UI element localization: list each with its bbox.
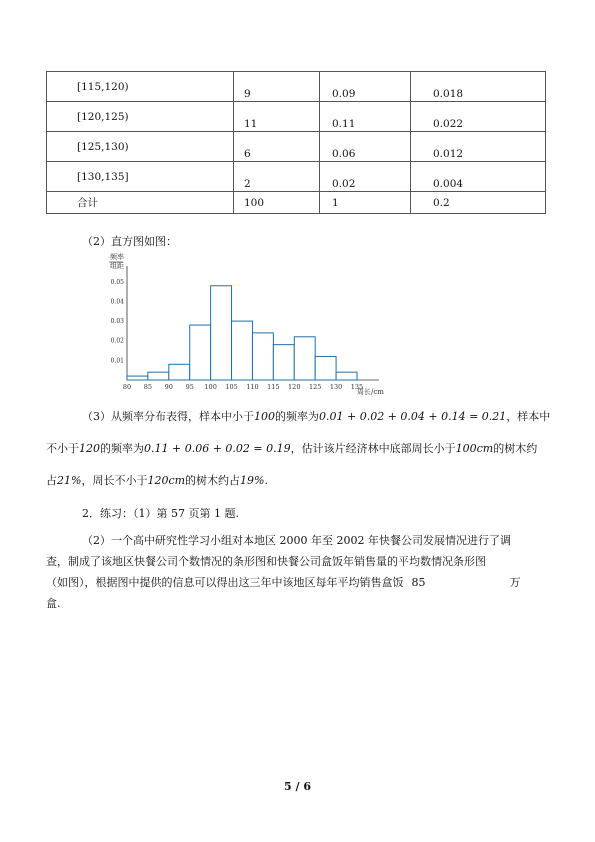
total-label-cell: 合计: [47, 192, 234, 214]
p3-text: 不小于: [46, 442, 79, 455]
x-tick-label: 125: [308, 383, 322, 391]
y-tick-label: 0.05: [110, 278, 124, 286]
interval-cell: [130,135]: [47, 162, 234, 192]
histogram-intro: （2）直方图如图：: [82, 235, 177, 248]
paragraph-3-line-2: [46, 440, 537, 456]
histogram-bar: [211, 286, 232, 380]
total-density-cell: 0.2: [411, 192, 546, 214]
density-cell: 0.018: [411, 72, 546, 102]
x-tick-label: 105: [225, 383, 238, 391]
x-tick-label: 135: [350, 383, 364, 391]
p3-text: .: [264, 474, 268, 487]
total-count-cell: 100: [234, 192, 320, 214]
histogram-y-label-bottom: 组距: [110, 262, 124, 270]
p3-text: 的频率为: [275, 410, 319, 423]
p3-text: ，样本中: [506, 410, 551, 423]
histogram-bar: [336, 372, 357, 380]
histogram-bar: [127, 376, 148, 380]
x-tick-label: 130: [329, 383, 343, 391]
histogram-x-ticks: [123, 383, 363, 391]
p3-number: 100cm: [455, 442, 494, 455]
histogram-x-label: 周长/cm: [357, 388, 384, 396]
paragraph-3-line-3: [46, 472, 268, 488]
x-tick-label: 100: [204, 383, 217, 391]
histogram-bar: [169, 364, 190, 380]
exercise-text: （如图），根据图中提供的信息可以得出这三年中该地区每年平均销售盒饭: [46, 576, 404, 589]
p3-percent: 19%: [240, 474, 265, 487]
x-tick-label: 90: [164, 383, 173, 391]
x-tick-label: 120: [288, 383, 301, 391]
y-tick-label: 0.03: [110, 318, 124, 326]
table-row: [47, 162, 546, 192]
histogram-bar: [273, 345, 294, 380]
p3-number: 120: [79, 442, 100, 455]
x-tick-label: 80: [122, 383, 132, 391]
y-tick-label: 0.02: [110, 337, 124, 345]
histogram-chart: [100, 252, 400, 397]
interval-cell: [125,130): [47, 132, 234, 162]
p3-number: 100: [254, 410, 275, 423]
table-total-row: [47, 192, 546, 214]
frequency-cell: 0.06: [320, 132, 411, 162]
histogram-bar: [294, 337, 315, 380]
p3-number: 120cm: [147, 474, 186, 487]
p3-text: ，周长不小于: [81, 474, 148, 487]
p3-text: 的树木约: [493, 442, 538, 455]
exercise-2-line-4: 盒.: [46, 597, 61, 610]
density-cell: 0.012: [411, 132, 546, 162]
p3-text: 的频率为: [100, 442, 144, 455]
histogram-bar: [148, 372, 169, 380]
total-frequency-cell: 1: [320, 192, 411, 214]
p3-expression: 0.11 + 0.06 + 0.02 = 0.19: [144, 442, 291, 455]
exercise-answer: 85: [411, 576, 426, 589]
table-row: [47, 72, 546, 102]
count-cell: 11: [234, 102, 320, 132]
frequency-table: [46, 71, 546, 214]
interval-cell: [115,120): [47, 72, 234, 102]
frequency-cell: 0.02: [320, 162, 411, 192]
histogram-y-label-top: 频率: [110, 253, 124, 261]
exercise-2-line-1: （2）一个高中研究性学习小组对本地区 2000 年至 2002 年快餐公司发展情况进行了调: [82, 534, 511, 547]
x-tick-label: 95: [185, 383, 194, 391]
frequency-cell: 0.09: [320, 72, 411, 102]
histogram-bar: [252, 333, 273, 380]
histogram-bars: [127, 286, 357, 380]
exercise-2-line-2: 查，制成了该地区快餐公司个数情况的条形图和快餐公司盒饭年销售量的平均数情况条形图: [46, 555, 486, 568]
histogram-bar: [190, 325, 211, 380]
exercise-2-line-3: [46, 574, 521, 590]
histogram-bar: [232, 321, 253, 380]
table-row: [47, 132, 546, 162]
histogram-y-ticks: [111, 279, 125, 365]
y-tick-label: 0.04: [110, 298, 124, 306]
x-tick-label: 85: [143, 383, 153, 391]
p3-text: （3）从频率分布表得，样本中小于: [82, 410, 254, 423]
density-cell: 0.022: [411, 102, 546, 132]
p3-text: ，估计该片经济林中底部周长小于: [290, 442, 456, 455]
y-tick-label: 0.01: [110, 357, 124, 365]
p3-text: 占: [46, 474, 57, 487]
count-cell: 2: [234, 162, 320, 192]
p3-text: 的树木约占: [185, 474, 241, 487]
density-cell: 0.004: [411, 162, 546, 192]
p3-percent: 21%: [57, 474, 82, 487]
histogram-bar: [315, 356, 336, 380]
p3-expression: 0.01 + 0.02 + 0.04 + 0.14 = 0.21: [319, 410, 507, 423]
exercise-1: 2．练习：（1）第 57 页第 1 题.: [82, 507, 239, 520]
paragraph-3-line-1: [82, 410, 550, 424]
page-number: 5 / 6: [284, 780, 311, 793]
exercise-unit: 万: [509, 576, 521, 589]
x-tick-label: 115: [267, 383, 280, 391]
count-cell: 6: [234, 132, 320, 162]
x-tick-label: 110: [246, 383, 259, 391]
interval-cell: [120,125): [47, 102, 234, 132]
frequency-cell: 0.11: [320, 102, 411, 132]
count-cell: 9: [234, 72, 320, 102]
table-row: [47, 102, 546, 132]
